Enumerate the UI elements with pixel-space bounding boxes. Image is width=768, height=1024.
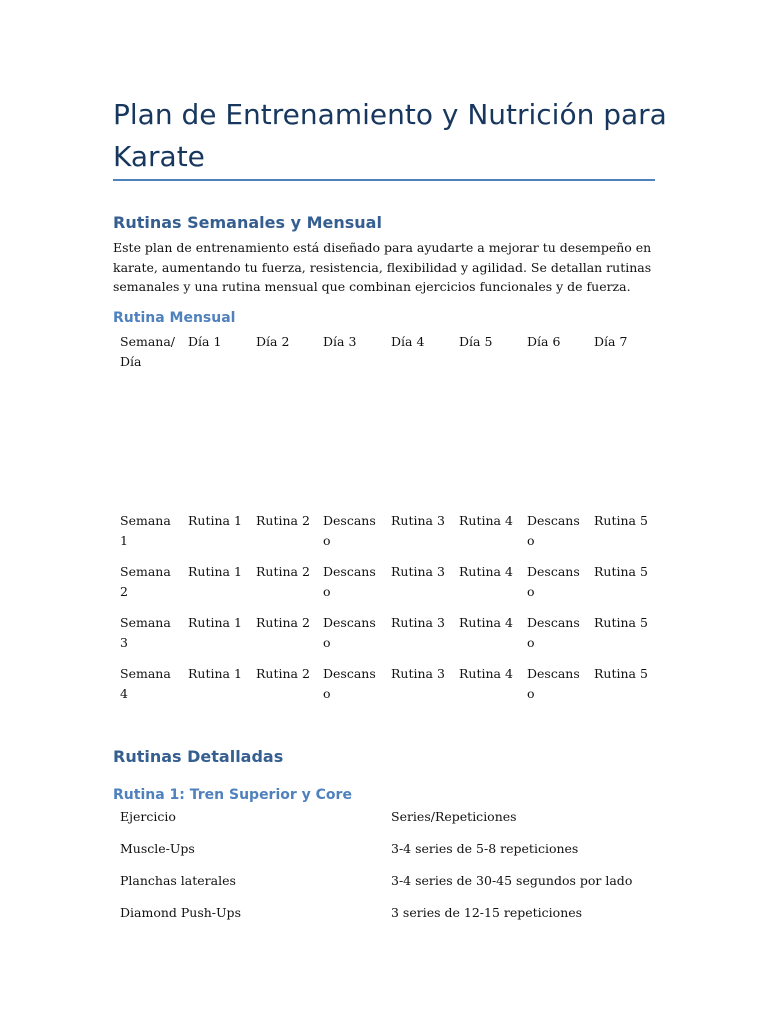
routine1-cell: Muscle-Ups	[120, 841, 195, 856]
monthly-header-cell: Día 4	[391, 334, 425, 349]
monthly-cell: Semana 1	[120, 513, 171, 548]
monthly-header-cell: Día 3	[323, 334, 357, 349]
monthly-cell: Rutina 5	[594, 513, 648, 528]
monthly-cell: Rutina 5	[594, 615, 648, 630]
routine1-cell: 3 series de 12-15 repeticiones	[391, 905, 583, 920]
monthly-cell: Descanso	[527, 513, 580, 548]
monthly-header-cell: Día 6	[527, 334, 561, 349]
routine1-cell: Planchas laterales	[120, 873, 236, 888]
monthly-cell: Rutina 1	[188, 666, 242, 681]
monthly-header-cell: Día 5	[459, 334, 493, 349]
monthly-cell: Rutina 4	[459, 615, 513, 630]
monthly-header-cell: Semana/ Día	[120, 334, 175, 369]
monthly-cell: Descanso	[323, 564, 376, 599]
routine1-cell: Diamond Push-Ups	[120, 905, 241, 920]
routine1-heading: Rutina 1: Tren Superior y Core	[113, 787, 352, 803]
monthly-cell: Rutina 2	[256, 564, 310, 579]
monthly-cell: Descanso	[323, 615, 376, 650]
routine1-cell: 3-4 series de 30-45 segundos por lado	[391, 873, 633, 888]
monthly-cell: Rutina 1	[188, 564, 242, 579]
monthly-header-cell: Día 1	[188, 334, 222, 349]
monthly-cell: Descanso	[323, 666, 376, 701]
monthly-cell: Descanso	[527, 615, 580, 650]
monthly-cell: Rutina 4	[459, 564, 513, 579]
document-title: Plan de Entrenamiento y Nutrición para Karate	[113, 98, 667, 173]
monthly-cell: Rutina 2	[256, 666, 310, 681]
monthly-cell: Rutina 3	[391, 513, 445, 528]
monthly-cell: Descanso	[527, 564, 580, 599]
routine1-cell: 3-4 series de 5-8 repeticiones	[391, 841, 579, 856]
weekly-heading: Rutinas Semanales y Mensual	[113, 213, 382, 232]
monthly-cell: Rutina 5	[594, 564, 648, 579]
monthly-cell: Rutina 5	[594, 666, 648, 681]
monthly-cell: Semana 3	[120, 615, 171, 650]
monthly-header-cell: Día 2	[256, 334, 290, 349]
monthly-cell: Rutina 3	[391, 564, 445, 579]
title-divider	[113, 179, 655, 181]
detailed-heading: Rutinas Detalladas	[113, 747, 284, 766]
routine1-header-cell: Ejercicio	[120, 809, 176, 824]
monthly-header-cell: Día 7	[594, 334, 628, 349]
routine1-header-cell: Series/Repeticiones	[391, 809, 517, 824]
monthly-cell: Rutina 1	[188, 615, 242, 630]
monthly-cell: Descanso	[527, 666, 580, 701]
monthly-cell: Rutina 1	[188, 513, 242, 528]
monthly-cell: Semana 4	[120, 666, 171, 701]
monthly-heading: Rutina Mensual	[113, 310, 236, 326]
monthly-cell: Descanso	[323, 513, 376, 548]
intro-paragraph: Este plan de entrenamiento está diseñado para ayudarte a mejorar tu desempeño en karate, aumentando tu fuerza, resistencia, flexibilidad y agilidad. Se detallan rutinas semanales y una rutina mensual que combinan ejercicios funcionales y de fuerza.	[113, 240, 652, 294]
monthly-cell: Rutina 4	[459, 513, 513, 528]
monthly-cell: Rutina 3	[391, 615, 445, 630]
monthly-cell: Semana 2	[120, 564, 171, 599]
monthly-cell: Rutina 4	[459, 666, 513, 681]
monthly-cell: Rutina 2	[256, 513, 310, 528]
monthly-cell: Rutina 2	[256, 615, 310, 630]
monthly-cell: Rutina 3	[391, 666, 445, 681]
